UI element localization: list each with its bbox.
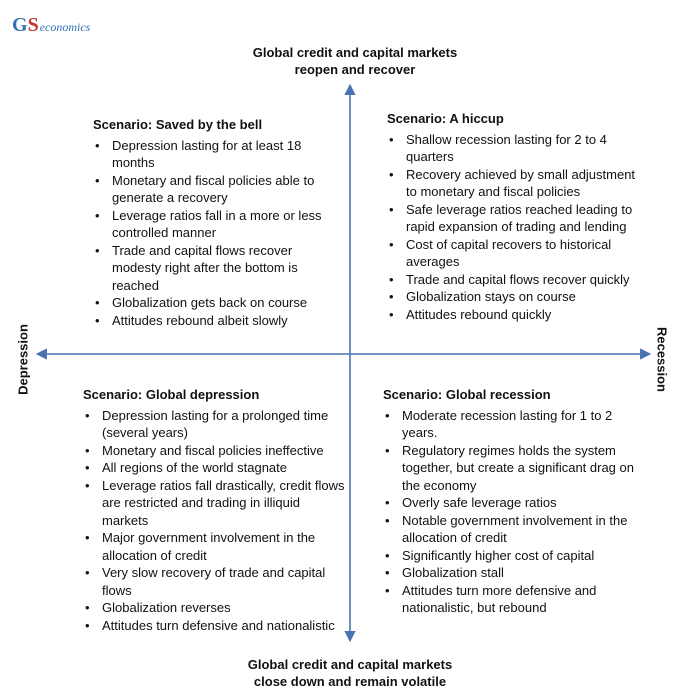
scenario-item: • Monetary and fiscal policies ineffective [83,442,345,460]
quadrant-title: Scenario: Saved by the bell [93,117,263,132]
scenario-list [93,137,343,330]
scenario-item: • Globalization reverses [83,599,345,617]
scenario-item: • Attitudes rebound quickly [387,306,649,324]
scenario-item: • Shallow recession lasting for 2 to 4 quarters [387,131,649,166]
quadrant-a-hiccup [387,110,649,323]
right-axis-label: Recession [654,326,670,393]
scenario-item: • Globalization gets back on course [93,294,343,312]
quadrant-global-depression [83,386,345,634]
scenario-item: • Leverage ratios fall in a more or less controlled manner [93,207,343,242]
scenario-item: • All regions of the world stagnate [83,459,345,477]
logo-letter-s: S [27,14,39,36]
scenario-item: • Notable government involvement in the allocation of credit [383,512,645,547]
scenario-item: • Safe leverage ratios reached leading to rapid expansion of trading and lending [387,201,649,236]
scenario-item: • Monetary and fiscal policies able to generate a recovery [93,172,343,207]
logo-wordmark: economics [39,20,91,34]
quadrant-global-recession [383,386,645,617]
top-axis-label: Global credit and capital markets reopen and recover [252,45,458,77]
left-axis-label: Depression [15,324,31,395]
bottom-axis-label: Global credit and capital markets close down and remain volatile [247,657,453,689]
logo-letter-g: G [12,14,28,36]
scenario-item: • Globalization stays on course [387,288,649,306]
scenario-item: • Globalization stall [383,564,645,582]
scenario-item: • Major government involvement in the allocation of credit [83,529,345,564]
scenario-list [387,131,649,324]
scenario-item: • Leverage ratios fall drastically, credit flows are restricted and trading in illiquid markets [83,477,345,530]
scenario-item: • Attitudes rebound albeit slowly [93,312,343,330]
scenario-item: • Moderate recession lasting for 1 to 2 years. [383,407,645,442]
scenario-item: • Attitudes turn defensive and nationalistic [83,617,345,635]
scenario-item: • Regulatory regimes holds the system together, but create a significant drag on the economy [383,442,645,495]
scenario-item: • Recovery achieved by small adjustment to monetary and fiscal policies [387,166,649,201]
scenario-item: • Trade and capital flows recover quickly [387,271,649,289]
scenario-item: • Depression lasting for a prolonged time (several years) [83,407,345,442]
quadrant-title: Scenario: Global depression [83,387,260,402]
quadrant-title: Scenario: A hiccup [387,111,504,126]
scenario-item: • Cost of capital recovers to historical averages [387,236,649,271]
scenario-item: • Overly safe leverage ratios [383,494,645,512]
scenario-list [83,407,345,635]
scenario-item: • Significantly higher cost of capital [383,547,645,565]
scenario-item: • Trade and capital flows recover modesty right after the bottom is reached [93,242,343,295]
scenario-item: • Attitudes turn more defensive and nationalistic, but rebound [383,582,645,617]
scenario-list [383,407,645,617]
scenario-item: • Very slow recovery of trade and capital flows [83,564,345,599]
quadrant-title: Scenario: Global recession [383,387,551,402]
quadrant-saved-by-the-bell [93,116,343,329]
scenario-item: • Depression lasting for at least 18 months [93,137,343,172]
